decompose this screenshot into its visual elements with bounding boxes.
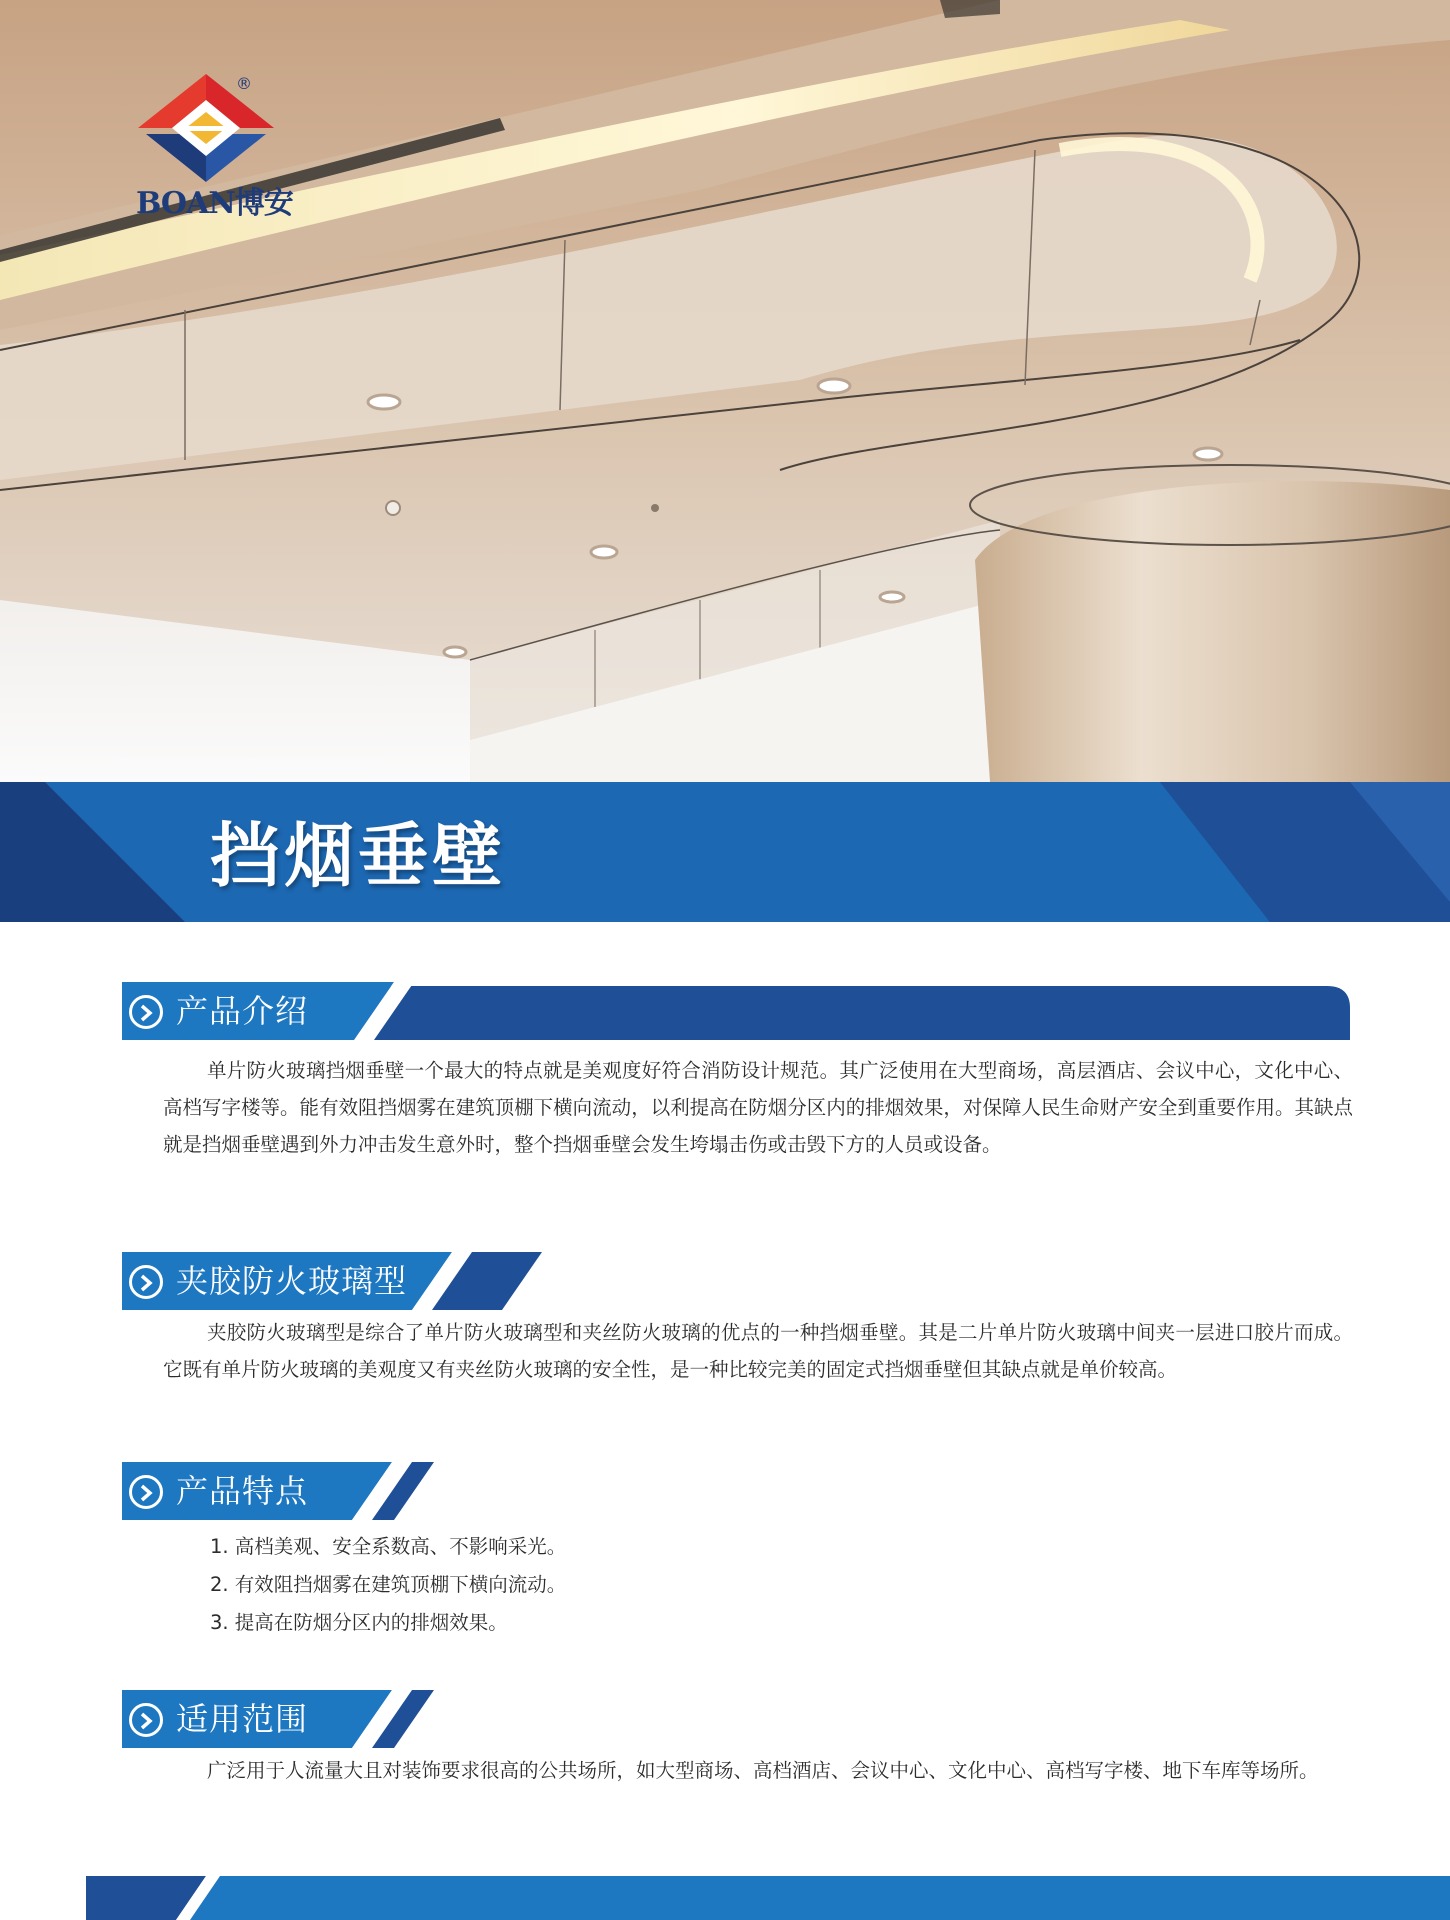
- section-header-intro: [122, 982, 1352, 1040]
- boan-logo-icon: [136, 72, 276, 182]
- chevron-right-icon: [129, 1703, 163, 1737]
- logo-brand-text: BOAN博安: [136, 186, 293, 221]
- chevron-right-icon: [129, 1475, 163, 1509]
- section-header-laminated: [122, 1252, 552, 1310]
- list-item: 1. 高档美观、安全系数高、不影响采光。: [210, 1535, 567, 1558]
- section-title: 产品介绍: [176, 992, 309, 1030]
- chevron-right-icon: [129, 995, 163, 1029]
- section-title: 夹胶防火玻璃型: [176, 1262, 408, 1300]
- list-item: 2. 有效阻挡烟雾在建筑顶棚下横向流动。: [210, 1573, 567, 1596]
- boan-logo: [136, 72, 296, 222]
- section-header-scope: [122, 1690, 442, 1748]
- features-list: [210, 1528, 566, 1642]
- registered-mark: ®: [236, 74, 252, 93]
- section-title: 产品特点: [176, 1472, 309, 1510]
- scope-paragraph: 广泛用于人流量大且对装饰要求很高的公共场所，如大型商场、高档酒店、会议中心、文化中心、高档写字楼、地下车库等场所。: [207, 1759, 1319, 1782]
- footer-bar: [86, 1876, 1450, 1920]
- laminated-paragraph: 夹胶防火玻璃型是综合了单片防火玻璃型和夹丝防火玻璃的优点的一种挡烟垂壁。其是二片单片防火玻璃中间夹一层进口胶片而成。它既有单片防火玻璃的美观度又有夹丝防火玻璃的安全性，是一种比较完美的固定式挡烟垂壁但其缺点就是单价较高。: [163, 1321, 1353, 1381]
- section-title: 适用范围: [176, 1700, 309, 1738]
- list-item: 3. 提高在防烟分区内的排烟效果。: [210, 1611, 508, 1634]
- hero-photo: [0, 0, 1450, 782]
- chevron-right-icon: [129, 1265, 163, 1299]
- intro-paragraph: 单片防火玻璃挡烟垂壁一个最大的特点就是美观度好符合消防设计规范。其广泛使用在大型商场，高层酒店、会议中心，文化中心、高档写字楼等。能有效阻挡烟雾在建筑顶棚下横向流动，以利提高在防烟分区内的排烟效果，对保障人民生命财产安全到重要作用。其缺点就是挡烟垂壁遇到外力冲击发生意外时，整个挡烟垂壁会发生垮塌击伤或击毁下方的人员或设备。: [163, 1059, 1353, 1156]
- page-title: 挡烟垂壁: [210, 815, 506, 897]
- section-header-features: [122, 1462, 442, 1520]
